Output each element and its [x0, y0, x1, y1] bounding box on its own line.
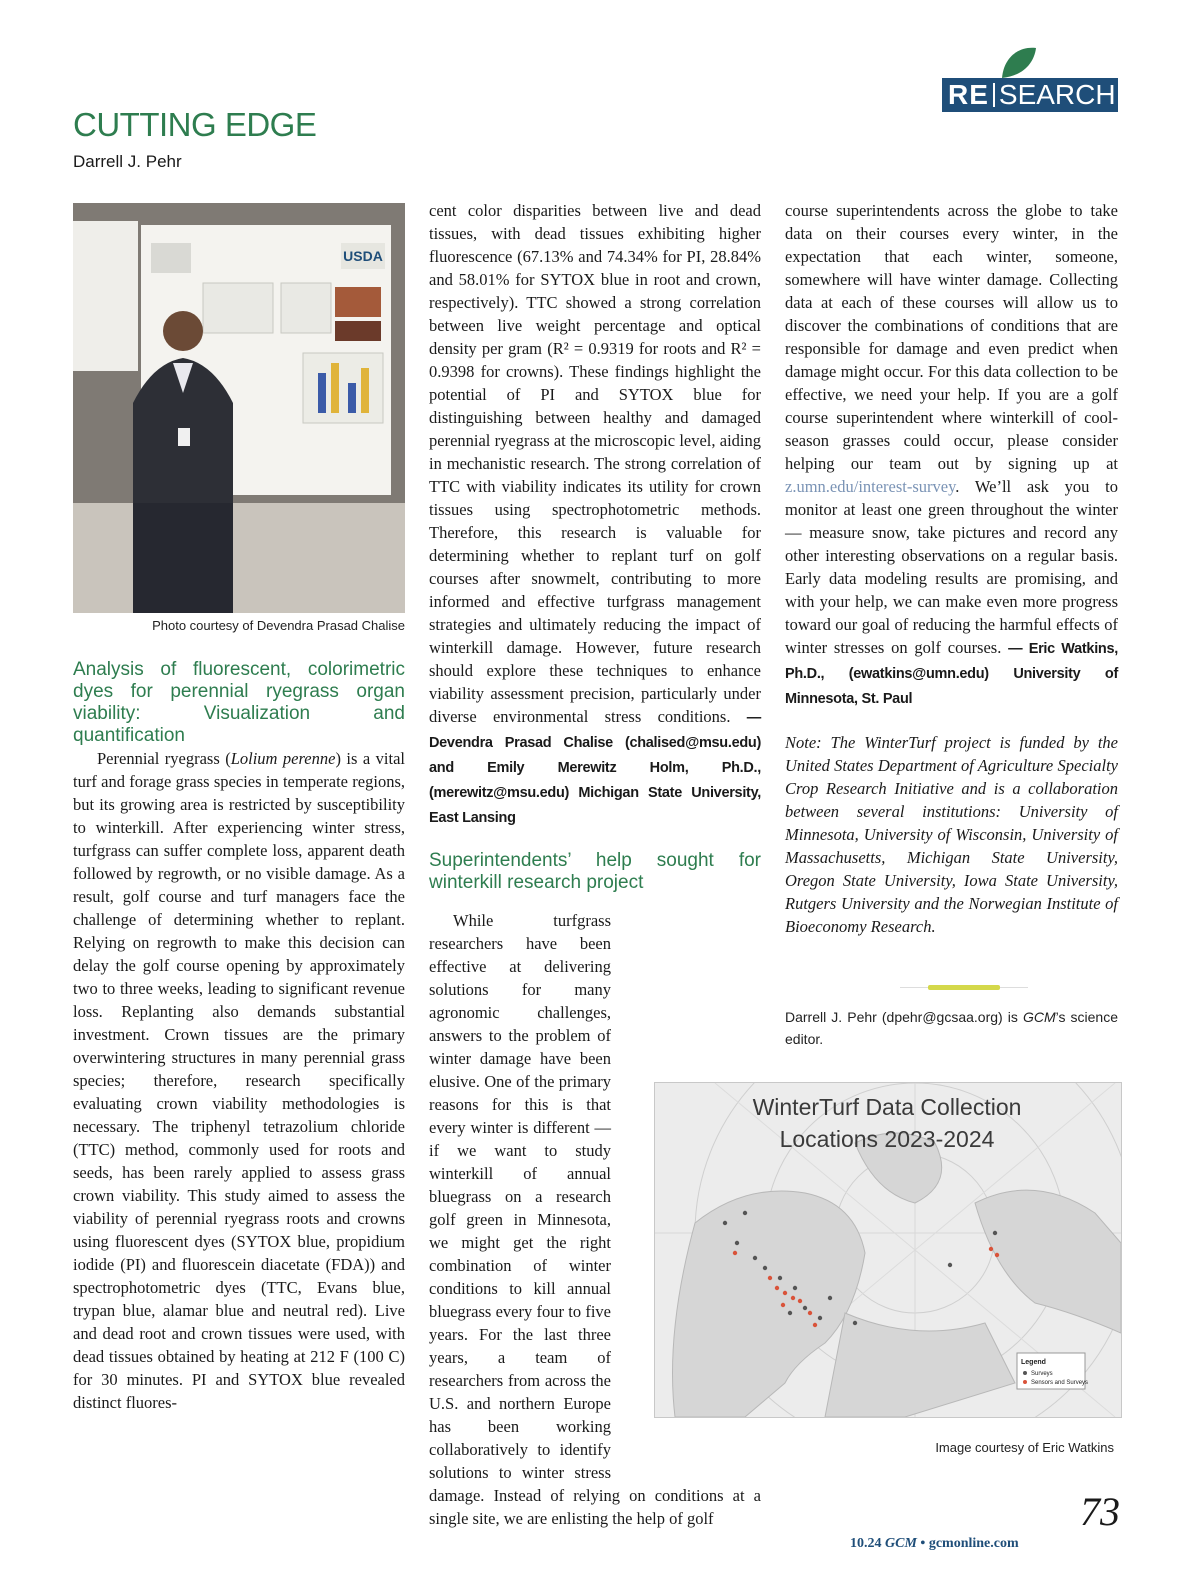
polar-map	[655, 1083, 1121, 1417]
footer-issue-date: 10.24	[850, 1536, 882, 1551]
winterturf-map	[654, 1082, 1122, 1418]
article2-body-text: While turfgrass researchers have been effective at delivering solutions for many agronomic challenges, answers to the problem of winter damage have been elusive. One of the primary reasons for this is that every winter is different — if we want to study winterkill of annual bluegrass on a research golf green in Minnesota, we might get the right combination of winter conditions to kill annual bluegrass every four to five years. For the last three years, a team of researchers from across the U.S. and northern Europe has been working collaboratively to identify solutions to winter stress damage. Instead of relying on conditions at a single site, we are enlisting the help of golf	[429, 911, 761, 1528]
survey-link[interactable]: z.umn.edu/interest-survey	[785, 477, 956, 496]
article1-body-start: Perennial ryegrass (	[97, 749, 231, 768]
leaf-icon	[1000, 46, 1038, 78]
author-bio	[785, 1006, 1118, 1050]
funding-note: Note: The WinterTurf project is funded by the United States Department of Agriculture Specialty Crop Research Initiative and is a collaboration between several institutions: University of Minnesota, University of Wisconsin, University of Massachusetts, Michigan State University, Oregon State University, Iowa State University, Rutgers University and the Norwegian Institute of Bioeconomy Research.	[785, 733, 1118, 936]
map-title-1: WinterTurf Data Collection	[752, 1094, 1022, 1120]
map-caption: Image courtesy of Eric Watkins	[935, 1440, 1114, 1455]
article1-body-col2: cent color disparities between live and dead tissues, with dead tissues exhibiting higher fluorescence (67.13% and 74.34% for PI, 28.84% and 58.01% for SYTOX blue in root and crown, respectively). TTC showed a strong correlation between live weight percentage and optical density per gram (R² = 0.9319 for roots and R² = 0.9398 for crowns). These findings highlight the potential of PI and SYTOX blue for distinguishing between healthy and damaged perennial ryegrass at the microscopic level, aiding in mechanistic research. The strong correlation of TTC with viability indicates its utility for crown tissues using spectrophotometric methods. Therefore, this research is valuable for determining whether to replant turf on golf courses after snowmelt, contributing to more informed and effective turfgrass management strategies and ultimately reducing the impact of winterkill damage. However, future research should explore these techniques to enhance viability assessment precision, particularly under diverse environmental stress conditions.	[429, 201, 761, 726]
logo-search: SEARCH	[998, 79, 1116, 110]
footer-sep: •	[916, 1536, 929, 1551]
bio-prefix: Darrell J. Pehr (dpehr@gcsaa.org) is	[785, 1009, 1023, 1025]
research-logo	[942, 46, 1118, 112]
footer-site[interactable]: gcmonline.com	[928, 1536, 1019, 1551]
article1-body-continued	[429, 199, 761, 830]
article1-credit: — Devendra Prasad Chalise (chalised@msu.edu) and Emily Merewitz Holm, Ph.D., (merewitz@msu.edu) Michigan State University, East Lansing	[429, 710, 761, 826]
column-3	[785, 199, 1118, 938]
section-divider	[928, 985, 1000, 990]
legend-surveys: Surveys	[1031, 1371, 1053, 1377]
article1-body-rest: ) is a vital turf and forage grass species in temperate regions, but its growing area is restricted by susceptibility to winterkill. After experiencing winter stress, turfgrass can suffer complete loss, apparent death followed by regrowth, or no visible damage. As a result, golf course and turf managers face the challenge of determining whether to replant. Relying on regrowth to make this decision can delay the golf course opening by approximately two to three weeks, leading to significant revenue loss. Replanting also demands substantial investment. Crown tissues are the primary overwintering structures in many perennial grass species; therefore, research specifically evaluating crown viability methodologies is necessary. The triphenyl tetrazolium chloride (TTC) method, commonly used for roots and seeds, has been rarely applied to assess grass crown viability. This study aimed to assess the viability of perennial ryegrass roots and crowns using fluorescent dyes (SYTOX blue, propidium iodide (PI) and fluorescein diacetate (FDA)) and spectrophotometric dyes (TTC, Evans blue, trypan blue, alamar blue and neutral red). Live and dead root and crown tissues were used, with dead tissues obtained by heating at 212 F (100 C) for 30 minutes. PI and SYTOX blue revealed distinct fluores-	[73, 749, 405, 1412]
article2-body-continued	[785, 199, 1118, 711]
map-title-2: Locations 2023-2024	[779, 1126, 995, 1152]
column-1	[73, 659, 405, 1414]
article1-headline: Analysis of fluorescent, colorimetric dyes for perennial ryegrass organ viability: Visualization and quantification	[73, 659, 405, 746]
column-2	[429, 199, 761, 894]
research-badge	[942, 78, 1118, 112]
legend-title: Legend	[1021, 1359, 1046, 1366]
section-title: CUTTING EDGE	[73, 106, 317, 143]
author-photo	[73, 203, 405, 613]
photo-caption: Photo courtesy of Devendra Prasad Chalise	[152, 618, 405, 633]
byline: Darrell J. Pehr	[73, 152, 182, 171]
usda-logo: USDA	[343, 248, 383, 264]
article2-headline: Superintendents’ help sought for winterkill research project	[429, 850, 761, 893]
article1-body	[73, 747, 405, 1414]
logo-divider	[993, 83, 995, 107]
article2-col3-text: course superintendents across the globe to take data on their courses every winter, in the expectation that each winter, someone, somewhere will have winter damage. Collecting data at each of these courses will allow us to discover the combinations of conditions that are responsible for damage and even predict when damage might occur. For this data collection to be effective, we need your help. If you are a golf course superintendent where winterkill of cool-season grasses could occur, please consider helping our team out by signing up at	[785, 201, 1118, 473]
species-name: Lolium perenne	[230, 749, 336, 768]
bio-suffix: ’s science editor.	[785, 1009, 1118, 1047]
page-number: 73	[1080, 1489, 1120, 1534]
poster-session-photo	[73, 203, 405, 613]
bio-mag: GCM	[1022, 1009, 1056, 1025]
article2-col3-after-link: . We’ll ask you to monitor at least one green throughout the winter — measure snow, take pictures and record any other interesting observations on a regular basis. Early data modeling results are promising, and with your help, we can make even more progress toward our goal of reducing the harmful effects of winter stresses on golf courses.	[785, 477, 1118, 657]
article2-credit: — Eric Watkins, Ph.D., (ewatkins@umn.edu) University of Minnesota, St. Paul	[785, 641, 1118, 707]
footer-mag: GCM	[885, 1536, 917, 1551]
logo-re: RE	[948, 79, 989, 110]
footer-issue	[850, 1536, 1019, 1552]
legend-sensors: Sensors and Surveys	[1031, 1380, 1089, 1386]
